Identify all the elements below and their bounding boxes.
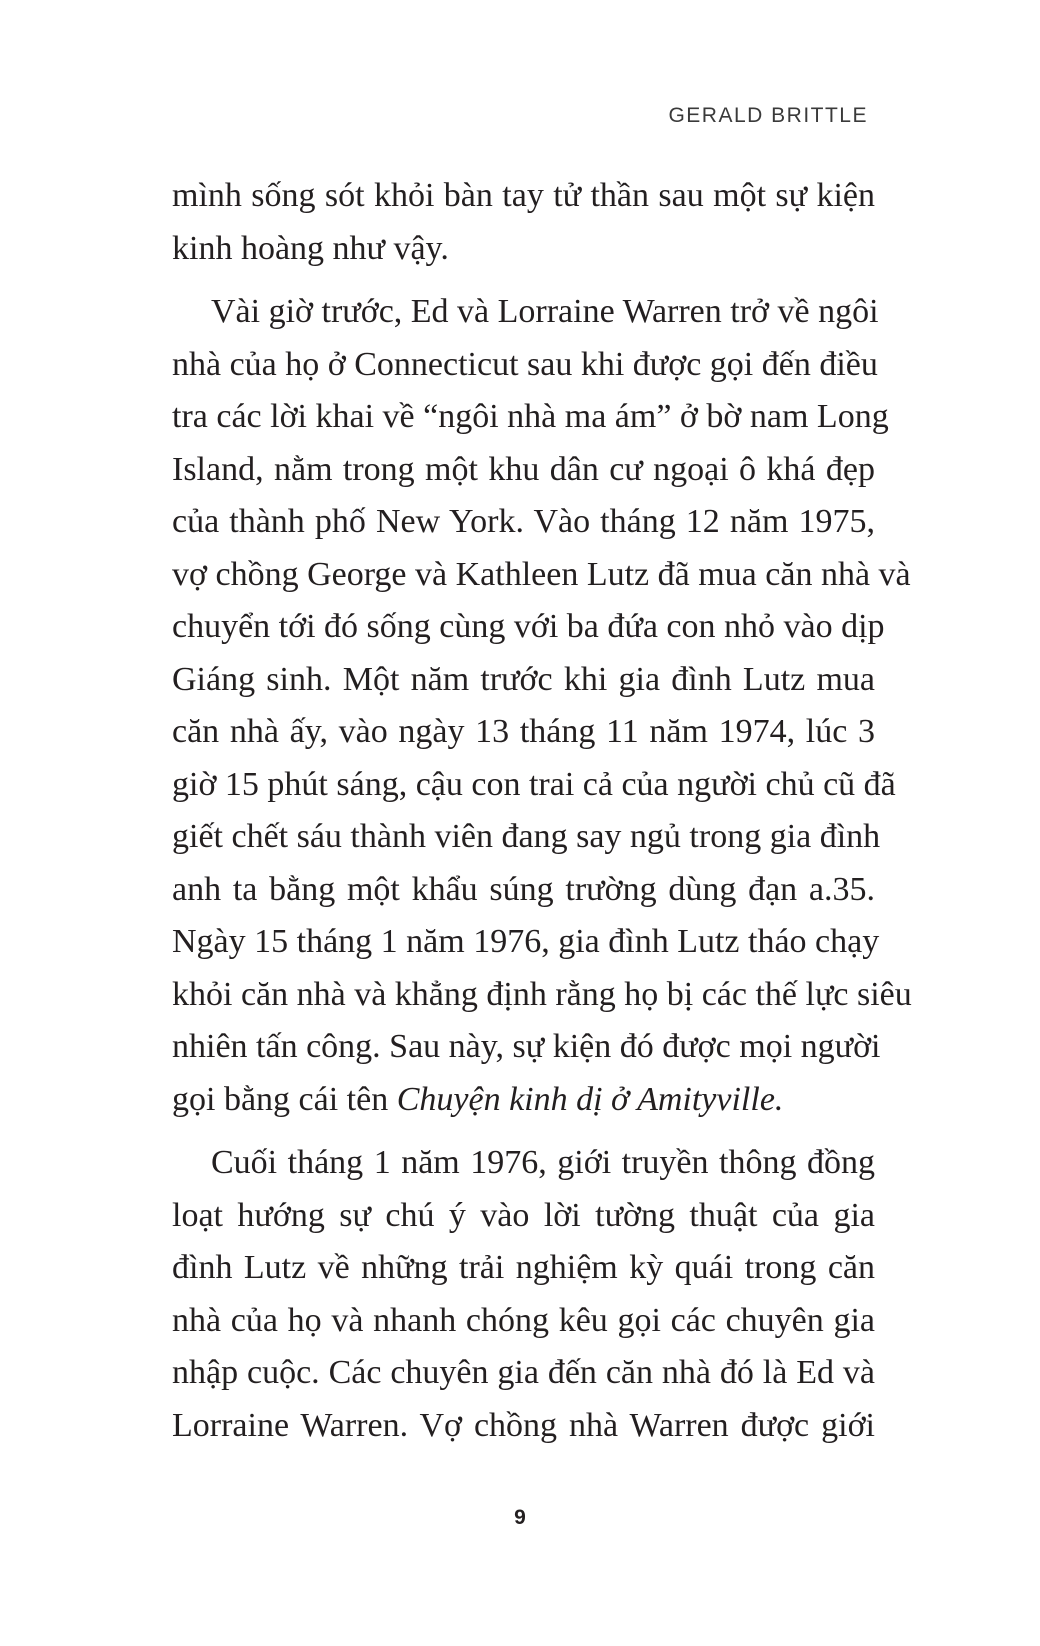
- book-title-italic: Chuyện kinh dị ở Amityville.: [396, 1080, 784, 1118]
- text-line: căn nhà ấy, vào ngày 13 tháng 11 năm 1974, lúc 3: [172, 713, 875, 750]
- text-line: loạt hướng sự chú ý vào lời tường thuật của gia: [172, 1196, 875, 1234]
- text-line: khỏi căn nhà và khẳng định rằng họ bị các thế lực siêu: [172, 975, 912, 1013]
- text-line: nhiên tấn công. Sau này, sự kiện đó được mọi người: [172, 1028, 881, 1065]
- text-line: [172, 1074, 875, 1127]
- text-line: Ngày 15 tháng 1 năm 1976, gia đình Lutz tháo chạy: [172, 923, 880, 960]
- page-number: 9: [514, 1506, 526, 1529]
- text-line: vợ chồng George và Kathleen Lutz đã mua căn nhà và: [172, 555, 911, 593]
- text-line: nhà của họ và nhanh chóng kêu gọi các chuyên gia: [172, 1301, 875, 1339]
- text-line-prefix: gọi bằng cái tên: [172, 1080, 397, 1118]
- text-line: đình Lutz về những trải nghiệm kỳ quái trong căn: [172, 1249, 875, 1286]
- text-line: Lorraine Warren. Vợ chồng nhà Warren được giới: [172, 1406, 875, 1444]
- text-line: Giáng sinh. Một năm trước khi gia đình Lutz mua: [172, 660, 875, 698]
- text-line: nhà của họ ở Connecticut sau khi được gọi đến điều: [172, 345, 878, 383]
- text-line: mình sống sót khỏi bàn tay tử thần sau một sự kiện: [172, 177, 875, 214]
- paragraph: [172, 1137, 875, 1452]
- text-line: chuyển tới đó sống cùng với ba đứa con nhỏ vào dịp: [172, 608, 885, 645]
- paragraph: [172, 170, 875, 275]
- text-line: giờ 15 phút sáng, cậu con trai cả của người chủ cũ đã: [172, 765, 896, 803]
- running-header: GERALD BRITTLE: [668, 104, 868, 127]
- text-line: Island, nằm trong một khu dân cư ngoại ô khá đẹp: [172, 450, 875, 488]
- text-line: của thành phố New York. Vào tháng 12 năm 1975,: [172, 503, 875, 540]
- text-line: Cuối tháng 1 năm 1976, giới truyền thông đồng: [211, 1144, 875, 1181]
- paragraph: [172, 286, 912, 1126]
- text-line: nhập cuộc. Các chuyên gia đến căn nhà đó là Ed và: [172, 1354, 875, 1391]
- body-text: [172, 170, 912, 1452]
- text-line: Vài giờ trước, Ed và Lorraine Warren trở về ngôi: [211, 293, 879, 330]
- text-line: kinh hoàng như vậy.: [172, 229, 449, 267]
- text-line: anh ta bằng một khẩu súng trường dùng đạn a.35.: [172, 870, 875, 908]
- text-line: giết chết sáu thành viên đang say ngủ trong gia đình: [172, 818, 881, 855]
- text-line: tra các lời khai về “ngôi nhà ma ám” ở bờ nam Long: [172, 398, 889, 435]
